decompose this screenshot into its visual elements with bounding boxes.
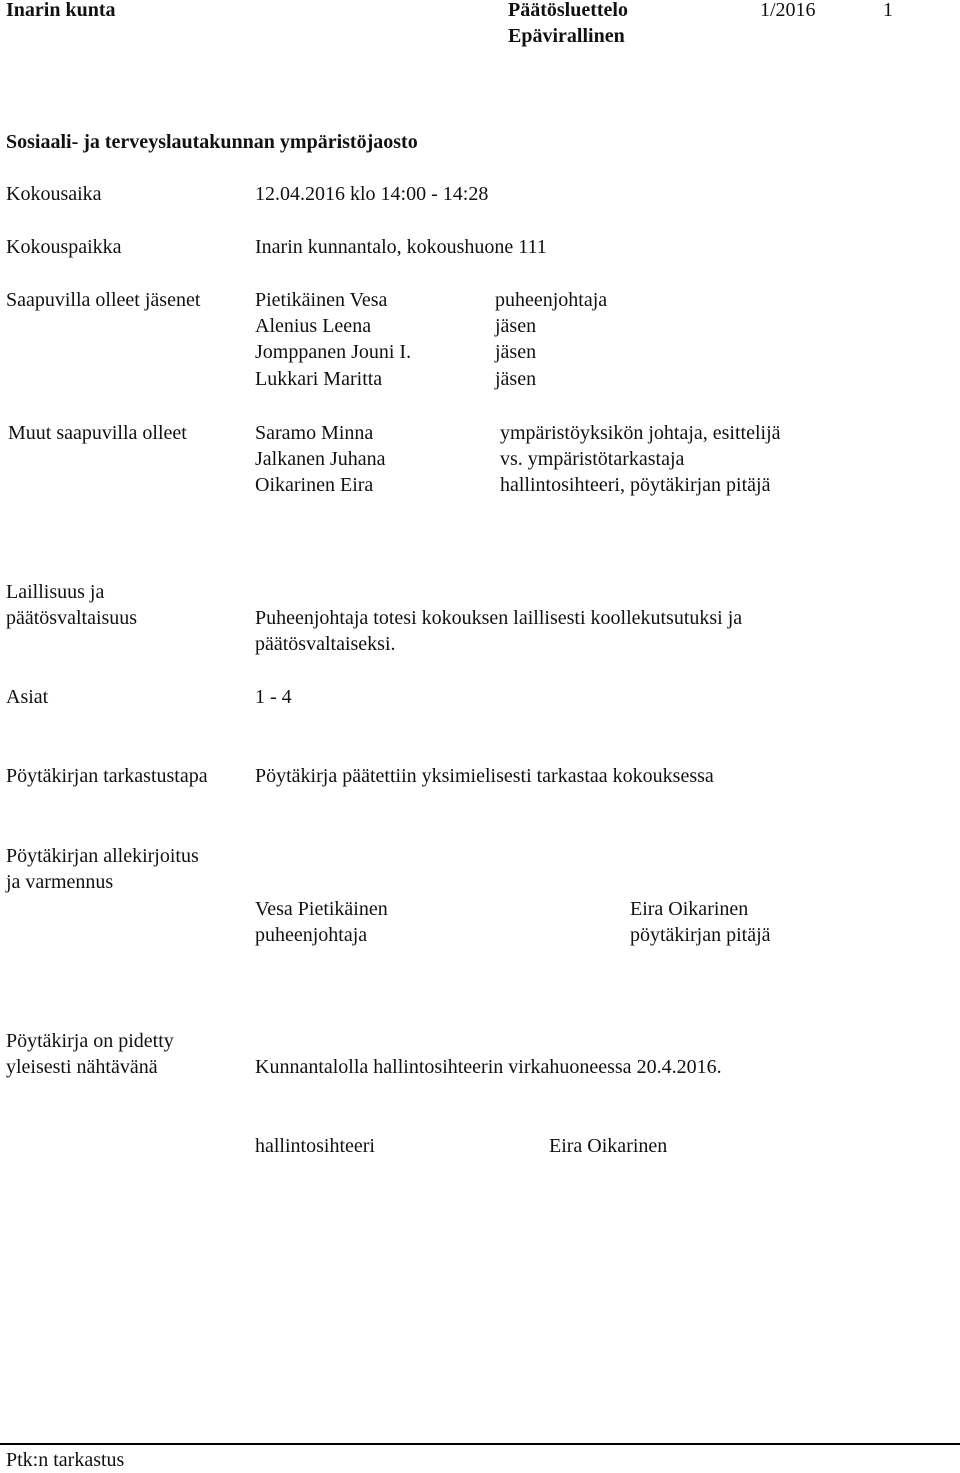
member-role: jäsen — [495, 341, 537, 363]
attendee-name: Jalkanen Juhana — [255, 448, 386, 470]
attendee-role: ympäristöyksikön johtaja, esittelijä — [500, 422, 781, 444]
signatures-label: Pöytäkirjan allekirjoitus — [6, 845, 199, 867]
review-method-label: Pöytäkirjan tarkastustapa — [6, 765, 208, 787]
matters-label: Asiat — [6, 686, 49, 708]
meeting-time-label: Kokousaika — [6, 183, 102, 205]
attendee-role: hallintosihteeri, pöytäkirjan pitäjä — [500, 474, 771, 496]
member-name: Jomppanen Jouni I. — [255, 341, 412, 363]
attendee-name: Oikarinen Eira — [255, 474, 374, 496]
public-display-value: Kunnantalolla hallintosihteerin virkahuoneessa 20.4.2016. — [255, 1056, 722, 1078]
body-name-heading: Sosiaali- ja terveyslautakunnan ympäristöjaosto — [6, 131, 418, 153]
legality-text: päätösvaltaiseksi. — [255, 633, 396, 655]
page-number: 1 — [883, 0, 893, 21]
signatures-label: ja varmennus — [6, 871, 114, 893]
legality-text: Puheenjohtaja totesi kokouksen laillisesti koollekutsutuksi ja — [255, 607, 743, 629]
signer-name: Vesa Pietikäinen — [255, 898, 388, 920]
others-label: Muut saapuvilla olleet — [8, 422, 187, 444]
legality-label: Laillisuus ja — [6, 581, 105, 603]
member-name: Pietikäinen Vesa — [255, 289, 388, 311]
member-name: Lukkari Maritta — [255, 368, 383, 390]
document-number: 1/2016 — [760, 0, 816, 21]
legality-label: päätösvaltaisuus — [6, 607, 138, 629]
review-method-value: Pöytäkirja päätettiin yksimielisesti tarkastaa kokouksessa — [255, 765, 714, 787]
member-role: jäsen — [495, 368, 537, 390]
member-name: Alenius Leena — [255, 315, 372, 337]
meeting-time-value: 12.04.2016 klo 14:00 - 14:28 — [255, 183, 489, 205]
attendee-name: Saramo Minna — [255, 422, 374, 444]
meeting-place-label: Kokouspaikka — [6, 236, 122, 258]
signer-role: pöytäkirjan pitäjä — [630, 924, 771, 946]
member-role: jäsen — [495, 315, 537, 337]
public-display-label: Pöytäkirja on pidetty — [6, 1030, 174, 1052]
footer-divider — [0, 1443, 960, 1445]
footer-review-label: Ptk:n tarkastus — [6, 1449, 125, 1471]
attendee-role: vs. ympäristötarkastaja — [500, 448, 685, 470]
signer-role: puheenjohtaja — [255, 924, 368, 946]
certifier-title: hallintosihteeri — [255, 1135, 375, 1157]
members-label: Saapuvilla olleet jäsenet — [6, 289, 201, 311]
member-role: puheenjohtaja — [495, 289, 608, 311]
signer-name: Eira Oikarinen — [630, 898, 749, 920]
certifier-name: Eira Oikarinen — [549, 1135, 668, 1157]
matters-value: 1 - 4 — [255, 686, 292, 708]
municipality-name: Inarin kunta — [6, 0, 116, 21]
meeting-place-value: Inarin kunnantalo, kokoushuone 111 — [255, 236, 547, 258]
document-status: Epävirallinen — [508, 25, 625, 47]
document-type: Päätösluettelo — [508, 0, 628, 21]
public-display-label: yleisesti nähtävänä — [6, 1056, 158, 1078]
